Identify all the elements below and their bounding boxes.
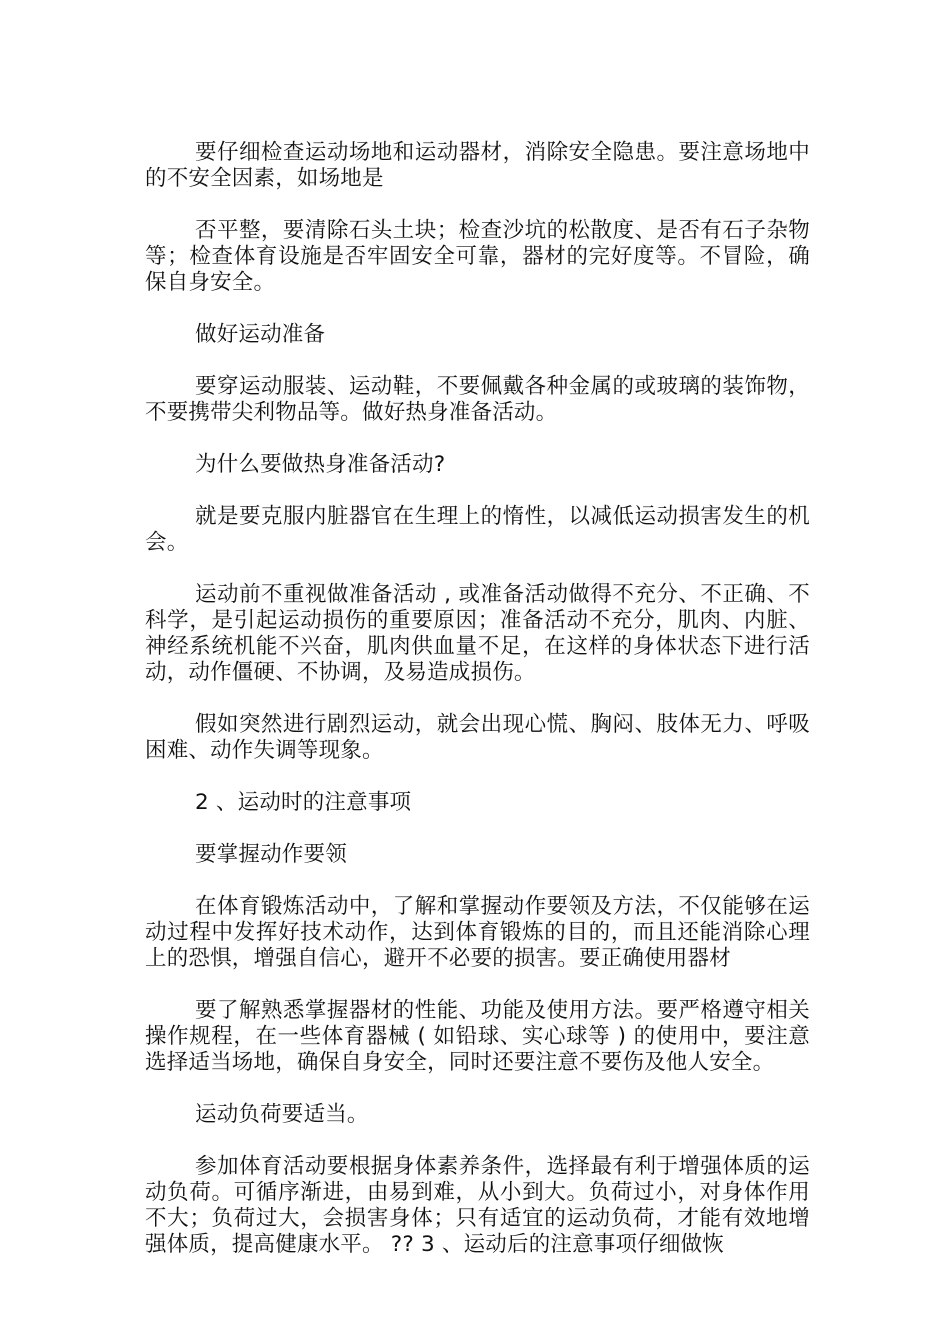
paragraph: 在体育锻炼活动中，了解和掌握动作要领及方法，不仅能够在运动过程中发挥好技术动作，达到体育锻炼的目的，而且还能消除心理上的恐惧，增强自信心，避开不必要的损害。要正确使用器材 bbox=[145, 894, 810, 971]
section-heading: 运动负荷要适当。 bbox=[195, 1102, 369, 1127]
section-heading: 要掌握动作要领 bbox=[195, 842, 347, 867]
paragraph: 要了解熟悉掌握器材的性能、功能及使用方法。要严格遵守相关操作规程，在一些体育器械 ( 如铅球、实心球等 ) 的使用中，要注意选择适当场地，确保自身安全，同时还要注意不要伤及他人安全。 bbox=[145, 998, 810, 1075]
paragraph: 假如突然进行剧烈运动，就会出现心慌、胸闷、肢体无力、呼吸困难、动作失调等现象。 bbox=[145, 712, 810, 763]
paragraph: 参加体育活动要根据身体素养条件，选择最有利于增强体质的运动负荷。可循序渐进，由易到难，从小到大。负荷过小，对身体作用不大；负荷过大，会损害身体；只有适宜的运动负荷，才能有效地增强体质，提高健康水平。 ?? 3 、运动后的注意事项仔细做恢 bbox=[145, 1154, 810, 1257]
section-heading: 2 、运动时的注意事项 bbox=[195, 790, 412, 815]
question-heading: 为什么要做热身准备活动? bbox=[195, 452, 446, 477]
paragraph: 否平整，要清除石头土块；检查沙坑的松散度、是否有石子杂物等；检查体育设施是否牢固安全可靠，器材的完好度等。不冒险，确保自身安全。 bbox=[145, 218, 810, 295]
paragraph: 要穿运动服装、运动鞋，不要佩戴各种金属的或玻璃的装饰物，不要携带尖利物品等。做好热身准备活动。 bbox=[145, 374, 810, 425]
paragraph: 要仔细检查运动场地和运动器材，消除安全隐患。要注意场地中的不安全因素，如场地是 bbox=[145, 140, 810, 191]
paragraph: 运动前不重视做准备活动 , 或准备活动做得不充分、不正确、不科学，是引起运动损伤的重要原因；准备活动不充分，肌肉、内脏、神经系统机能不兴奋，肌肉供血量不足，在这样的身体状态下进行活动，动作僵硬、不协调，及易造成损伤。 bbox=[145, 582, 810, 685]
paragraph: 就是要克服内脏器官在生理上的惰性，以减低运动损害发生的机会。 bbox=[145, 504, 810, 555]
document-body bbox=[145, 140, 810, 1284]
section-heading: 做好运动准备 bbox=[195, 322, 326, 347]
